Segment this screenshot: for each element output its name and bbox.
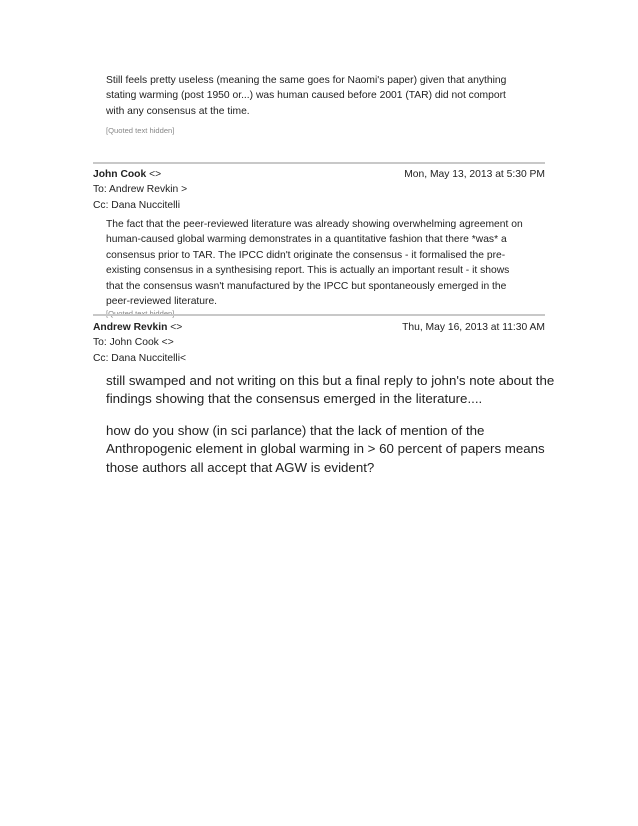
to-line: To: Andrew Revkin > bbox=[93, 184, 188, 196]
text-line: Still feels pretty useless (meaning the same goes for Naomi's paper) given that anything bbox=[106, 75, 507, 86]
text-line: The fact that the peer-reviewed literature was already showing overwhelming agreement on bbox=[106, 219, 523, 230]
message-body-andrew-revkin bbox=[106, 372, 566, 477]
message-header-john-cook bbox=[93, 167, 545, 213]
text-line: stating warming (post 1950 or...) was human caused before 2001 (TAR) did not comport bbox=[106, 90, 506, 102]
text-line: Anthropogenic element in global warming in > 60 percent of papers means bbox=[106, 441, 545, 457]
top-message-text bbox=[106, 73, 546, 119]
quoted-text-hidden-link[interactable]: [Quoted text hidden] bbox=[106, 126, 175, 136]
message-divider bbox=[93, 162, 545, 164]
text-line: those authors all accept that AGW is evident? bbox=[106, 459, 375, 475]
cc-line: Cc: Dana Nuccitelli< bbox=[93, 352, 186, 364]
message-paragraph bbox=[106, 422, 566, 477]
text-line: peer-reviewed literature. bbox=[106, 296, 218, 308]
text-line: existing consensus in a synthesising report. This is actually an important result - it shows bbox=[106, 265, 510, 277]
text-line: consensus prior to TAR. The IPCC didn't originate the consensus - it formalised the pre- bbox=[106, 249, 506, 261]
to-line: To: John Cook <> bbox=[93, 337, 174, 349]
text-line: with any consensus at the time. bbox=[106, 105, 250, 117]
sender-email: <> bbox=[170, 322, 183, 333]
sender-email: <> bbox=[149, 169, 162, 180]
sender-name: Andrew Revkin bbox=[93, 322, 168, 333]
top-message-body bbox=[106, 73, 546, 136]
sender-name: John Cook bbox=[93, 169, 147, 180]
text-line: human-caused global warming demonstrates in a quantitative fashion that there *was* a bbox=[106, 234, 507, 246]
message-date: Thu, May 16, 2013 at 11:30 AM bbox=[402, 322, 545, 333]
text-line: findings showing that the consensus emerged in the literature.... bbox=[106, 391, 483, 407]
message-date: Mon, May 13, 2013 at 5:30 PM bbox=[404, 169, 545, 180]
message-divider bbox=[93, 314, 545, 316]
message-text bbox=[106, 217, 546, 309]
message-body-john-cook bbox=[106, 217, 546, 319]
sender[interactable] bbox=[93, 320, 182, 335]
text-line: how do you show (in sci parlance) that the lack of mention of the bbox=[106, 422, 485, 438]
sender[interactable] bbox=[93, 167, 161, 182]
message-paragraph bbox=[106, 372, 566, 409]
text-line: still swamped and not writing on this but a final reply to john's note about the bbox=[106, 373, 555, 388]
cc-line: Cc: Dana Nuccitelli bbox=[93, 199, 180, 211]
text-line: that the consensus wasn't manufactured by the IPCC but spontaneously emerged in the bbox=[106, 280, 507, 292]
message-header-andrew-revkin bbox=[93, 320, 545, 366]
